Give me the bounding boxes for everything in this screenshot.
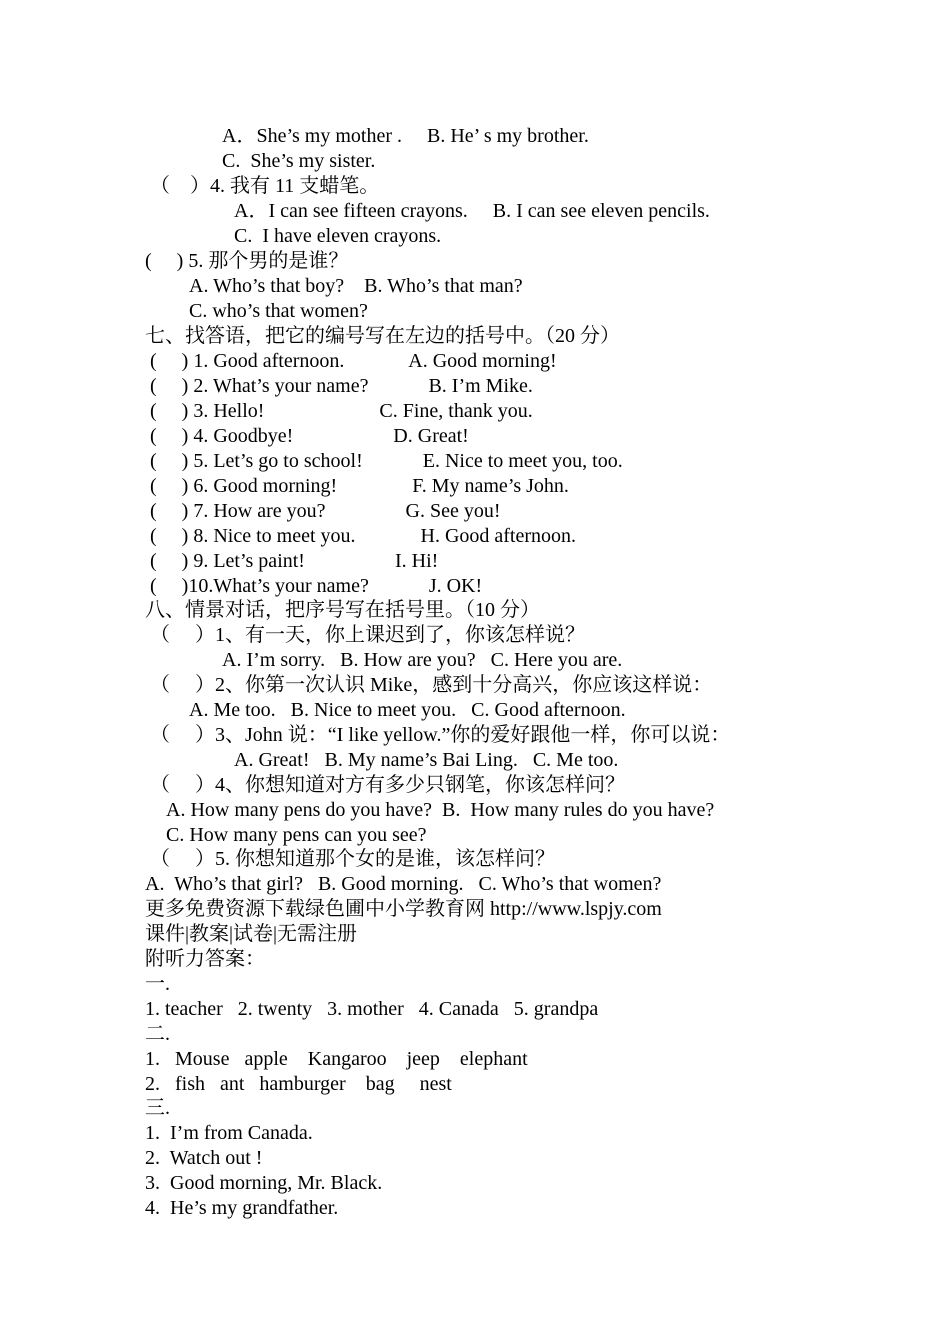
answers-part-3-line-4: 4. He’s my grandfather. xyxy=(145,1197,339,1219)
match-row-6: ( ) 6. Good morning! F. My name’s John. xyxy=(150,475,569,497)
resource-link-text: 更多免费资源下载绿色圃中小学教育网 http://www.lspjy.com xyxy=(145,898,662,920)
match-row-1: ( ) 1. Good afternoon. A. Good morning! xyxy=(150,350,557,372)
q3-options-ab: A．She’s my mother . B. He’ s my brother. xyxy=(222,125,589,147)
answers-part-3-label: 三. xyxy=(145,1097,170,1119)
q5-options-ab: A. Who’s that boy? B. Who’s that man? xyxy=(189,275,523,297)
match-row-4: ( ) 4. Goodbye! D. Great! xyxy=(150,425,469,447)
match-row-7: ( ) 7. How are you? G. See you! xyxy=(150,500,501,522)
dialog-q4-options-ab: A. How many pens do you have? B. How many rules do you have? xyxy=(166,799,715,821)
dialog-q5-prompt: （ ）5. 你想知道那个女的是谁，该怎样问？ xyxy=(150,848,555,870)
match-row-3: ( ) 3. Hello! C. Fine, thank you. xyxy=(150,400,533,422)
resource-subtext: 课件|教案|试卷|无需注册 xyxy=(145,923,358,945)
answers-part-2-label: 二. xyxy=(145,1023,170,1045)
section-8-heading: 八、情景对话，把序号写在括号里。（10 分） xyxy=(145,599,540,621)
dialog-q3-options: A. Great! B. My name’s Bai Ling. C. Me too. xyxy=(234,749,619,771)
dialog-q5-options: A. Who’s that girl? B. Good morning. C. Who’s that women? xyxy=(145,873,662,895)
answers-part-2-line-2: 2. fish ant hamburger bag nest xyxy=(145,1073,452,1095)
dialog-q4-option-c: C. How many pens can you see? xyxy=(166,824,427,846)
q5-option-c: C. who’s that women? xyxy=(189,300,368,322)
q4-option-c: C. I have eleven crayons. xyxy=(234,225,442,247)
q4-prompt: （ ）4. 我有 11 支蜡笔。 xyxy=(150,175,380,197)
q4-options-ab: A．I can see fifteen crayons. B. I can see eleven pencils. xyxy=(234,200,710,222)
dialog-q2-options: A. Me too. B. Nice to meet you. C. Good afternoon. xyxy=(189,699,626,721)
dialog-q1-options: A. I’m sorry. B. How are you? C. Here you are. xyxy=(222,649,623,671)
q3-option-c: C. She’s my sister. xyxy=(222,150,376,172)
match-row-8: ( ) 8. Nice to meet you. H. Good afternoon. xyxy=(150,525,577,547)
answers-part-3-line-2: 2. Watch out ! xyxy=(145,1147,263,1169)
answers-part-1: 1. teacher 2. twenty 3. mother 4. Canada 5. grandpa xyxy=(145,998,599,1020)
answers-part-1-label: 一. xyxy=(145,973,170,995)
dialog-q3-prompt: （ ）3、John 说：“I like yellow.”你的爱好跟他一样，你可以说： xyxy=(150,724,731,746)
answers-heading: 附听力答案： xyxy=(145,948,265,970)
match-row-9: ( ) 9. Let’s paint! I. Hi! xyxy=(150,550,439,572)
match-row-2: ( ) 2. What’s your name? B. I’m Mike. xyxy=(150,375,533,397)
match-row-10: ( )10.What’s your name? J. OK! xyxy=(150,575,483,597)
answers-part-3-line-3: 3. Good morning, Mr. Black. xyxy=(145,1172,383,1194)
section-7-heading: 七、找答语，把它的编号写在左边的括号中。（20 分） xyxy=(145,325,620,347)
dialog-q4-prompt: （ ）4、你想知道对方有多少只钢笔，你该怎样问？ xyxy=(150,774,625,796)
q5-prompt: ( ) 5. 那个男的是谁？ xyxy=(145,250,349,272)
match-row-5: ( ) 5. Let’s go to school! E. Nice to meet you, too. xyxy=(150,450,623,472)
answers-part-3-line-1: 1. I’m from Canada. xyxy=(145,1122,313,1144)
dialog-q1-prompt: （ ）1、有一天，你上课迟到了，你该怎样说？ xyxy=(150,624,585,646)
dialog-q2-prompt: （ ）2、你第一次认识 Mike，感到十分高兴，你应该这样说： xyxy=(150,674,713,696)
answers-part-2-line-1: 1. Mouse apple Kangaroo jeep elephant xyxy=(145,1048,528,1070)
